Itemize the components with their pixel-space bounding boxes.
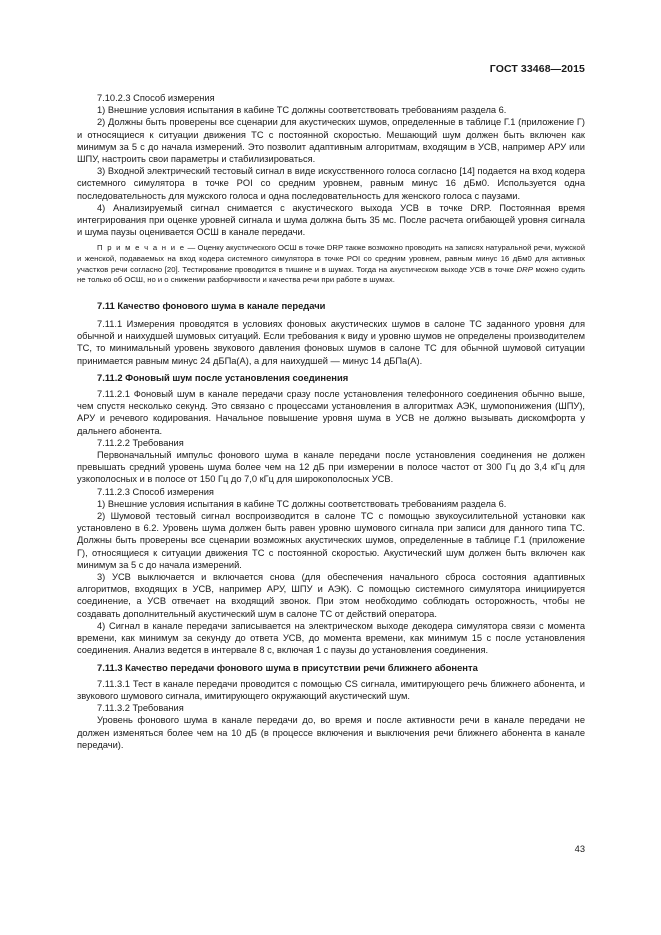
note-italic-term: DRP: [516, 264, 533, 274]
page-content: [77, 92, 585, 751]
paragraph: 2) Должны быть проверены все сценарии для акустических шумов, определенные в таблице Г.1 (приложение Г) и относящиеся к ситуации движения ТС с постоянной скоростью. Мешающий шум должен быть включен как минимум за 5 с до начала измерений. Это позволит адаптивным алгоритмам, входящим в УСВ, например АРУ или ШПУ, настроить свои параметры и стабилизироваться.: [77, 117, 585, 165]
note-label: П р и м е ч а н и е: [97, 243, 186, 253]
paragraph: 3) Входной электрический тестовый сигнал в виде искусственного голоса согласно [14] подается на вход кодера системного симулятора в точке POI со средним уровнем, равным минус 16 дБм0. Используется одна последовательность для мужского голоса и одна последовательность для женского голоса с паузами.: [77, 166, 585, 201]
note-text-end: можно судить не только об ОСШ, но и о снижении разборчивости и качества речи при работе в шумах.: [77, 264, 585, 285]
standard-header: ГОСТ 33468—2015: [489, 63, 585, 75]
subsection-heading: 7.11.3.2 Требования: [97, 703, 184, 714]
note-text: — Оценку акустического ОСШ в точке DRP также возможно проводить на записях натуральной речи, мужской и женской, подаваемых на вход кодера системного симулятора в точке POI со средним уровнем, равным минус 16 дБм0 для активных участков речи согласно [20]. Тестирование проводится в тишине и в шумах. Тогда на акустическом выходе УСВ в точке: [77, 243, 585, 274]
paragraph: 7.11.2.1 Фоновый шум в канале передачи сразу после установления телефонного соединения обычно выше, чем спустя несколько секунд. Это связано с процессами установления в алгоритмах АЭК, шумопонижения (ШПУ), АРУ и речевого кодирования. Начальное повышение уровня шума в УСВ не должно вызывать дискомфорта у дальнего абонента.: [77, 389, 585, 436]
subsection-heading: 7.10.2.3 Способ измерения: [97, 93, 215, 103]
section-heading-7-11: 7.11 Качество фонового шума в канале передачи: [97, 299, 326, 311]
section-heading-7-11-3: 7.11.3 Качество передачи фонового шума в присутствии речи ближнего абонента: [97, 661, 478, 673]
note: [77, 243, 585, 285]
paragraph: 7.11.1 Измерения проводятся в условиях фоновых акустических шумов в салоне ТС заданного уровня для обычной и наихудшей шумовых ситуаций. Если требования к виду и уровню шумов не определены производителем ТС, то минимальный уровень звукового давления фоновых шумов в салоне ТС для обычной шумовой ситуации принимается равным минус 24 дБПа(А), а для наихудшей — минус 14 дБПа(А).: [77, 319, 585, 366]
paragraph: 3) УСВ выключается и включается снова (для обеспечения начального сброса состояния адаптивных алгоритмов, входящих в УСВ, например АРУ, ШПУ и АЭК). С помощью системного симулятора инициируется соединение, а УСВ отвечает на входящий звонок. При этом необходимо соблюдать осторожность, чтобы не создавать дополнительный акустический шум в салоне ТС от действий оператора.: [77, 572, 585, 619]
section-heading-7-11-2: 7.11.2 Фоновый шум после установления соединения: [97, 371, 349, 383]
paragraph: 7.11.3.1 Тест в канале передачи проводится с помощью CS сигнала, имитирующего речь ближнего абонента, и звукового шумового сигнала, имитирующего окружающий акустический шум.: [77, 678, 585, 701]
paragraph: 1) Внешние условия испытания в кабине ТС должны соответствовать требованиям раздела 6.: [97, 105, 507, 116]
subsection-heading: 7.11.2.2 Требования: [97, 437, 184, 448]
paragraph: Уровень фонового шума в канале передачи до, во время и после активности речи в канале передачи не должен изменяться более чем на 10 дБ (в процессе включения и выключения речи ближнего абонента в канале передачи).: [77, 715, 585, 750]
paragraph: 2) Шумовой тестовый сигнал воспроизводится в салоне ТС с помощью звукоусилительной установки как установлено в 6.2. Уровень шума должен быть равен уровню шумового сигнала при записи для данного типа ТС. Должны быть проверены все сценарии возможных акустических шумов, определенные в таблице Г.1 (приложение Г), относящиеся к ситуации движения ТС с постоянной скоростью. Акустический шум должен быть включен как минимум за 5 с до начала измерений.: [77, 511, 585, 570]
paragraph: 4) Сигнал в канале передачи записывается на электрическом выходе декодера симулятора связи с момента времени, как минимум за секунду до ответа УСВ, до момента времени, как минимум 15 с после установления соединения. Анализ ведется в интервале 8 с, включая 1 с паузы до установления соединения.: [77, 620, 585, 656]
paragraph: 4) Анализируемый сигнал снимается с акустического выхода УСВ в точке DRP. Постоянная время интегрирования при оценке уровней сигнала и шума должна быть 35 мс. После расчета огибающей уровня сигнала и шума паузы оценивается ОСШ в канале передачи.: [77, 202, 585, 238]
paragraph: 1) Внешние условия испытания в кабине ТС должны соответствовать требованиям раздела 6.: [97, 498, 507, 509]
paragraph: Первоначальный импульс фонового шума в канале передачи после установления соединения не должен превышать средний уровень шума более чем на 12 дБ при измерении в полосе частот от 300 Гц до 3,4 кГц для узкополосных и в полосе от 150 Гц до 7,0 кГц для широкополосных УСВ.: [77, 450, 585, 485]
subsection-heading: 7.11.2.3 Способ измерения: [97, 486, 214, 497]
page-number: 43: [574, 844, 585, 854]
